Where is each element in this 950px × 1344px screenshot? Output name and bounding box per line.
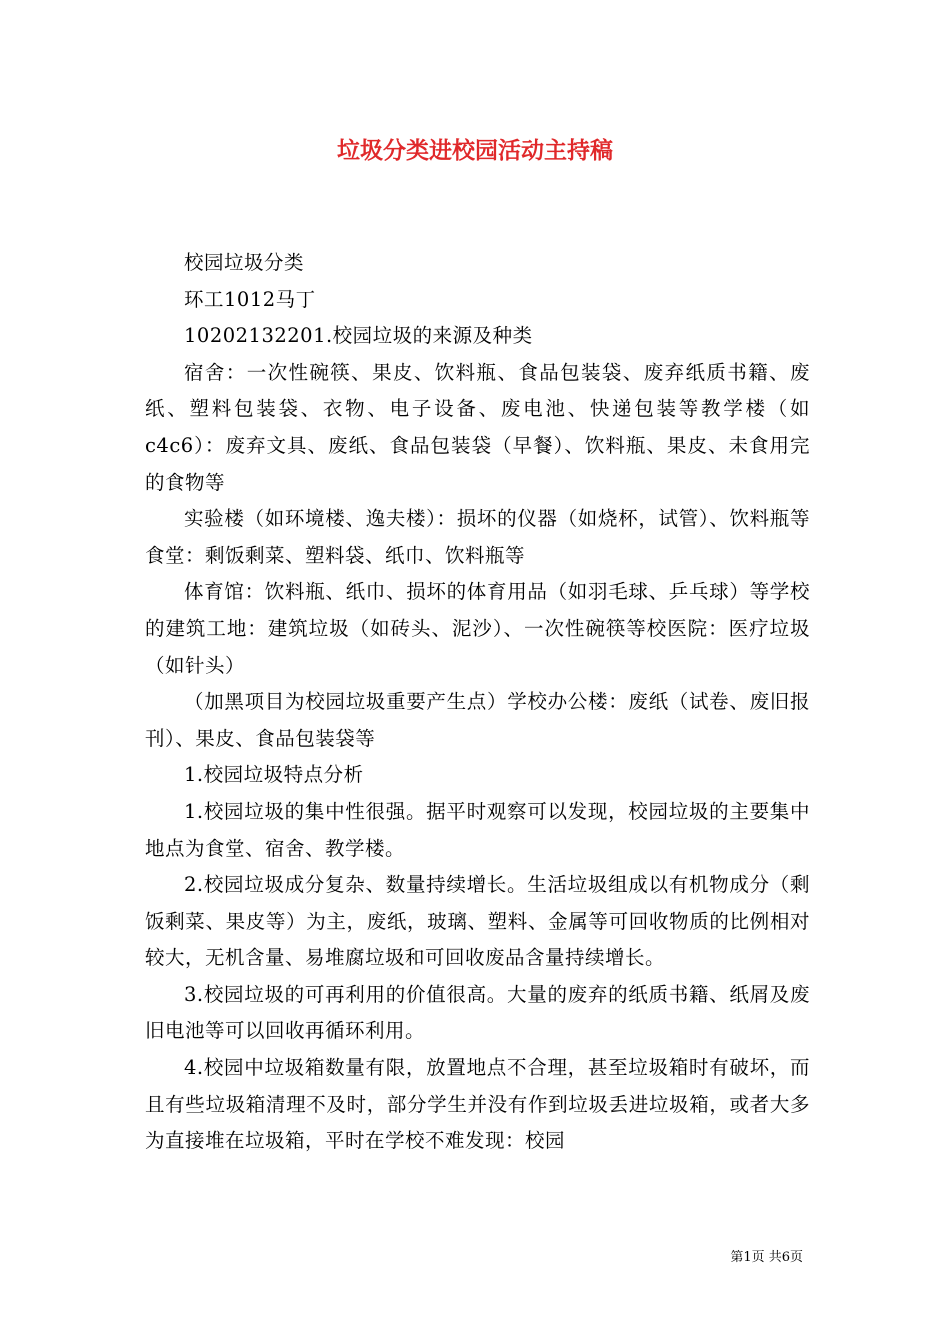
paragraph: 3.校园垃圾的可再利用的价值很高。大量的废弃的纸质书籍、纸屑及废旧电池等可以回收再循环利用。 (145, 982, 810, 1043)
paragraph: 1.校园垃圾的集中性很强。据平时观察可以发现，校园垃圾的主要集中地点为食堂、宿舍、教学楼。 (145, 799, 810, 860)
paragraph: 环工1012马丁 (184, 287, 316, 311)
paragraph: 体育馆：饮料瓶、纸巾、损坏的体育用品（如羽毛球、乒乓球）等学校的建筑工地：建筑垃圾（如砖头、泥沙）、一次性碗筷等校医院：医疗垃圾（如针头） (145, 580, 810, 677)
paragraph: 实验楼（如环境楼、逸夫楼）：损坏的仪器（如烧杯，试管）、饮料瓶等食堂：剩饭剩菜、塑料袋、纸巾、饮料瓶等 (145, 507, 810, 567)
paragraph: 4.校园中垃圾箱数量有限，放置地点不合理，甚至垃圾箱时有破坏，而且有些垃圾箱清理不及时，部分学生并没有作到垃圾丢进垃圾箱，或者大多为直接堆在垃圾箱，平时在学校不难发现：校园 (145, 1056, 810, 1153)
paragraph: 2.校园垃圾成分复杂、数量持续增长。生活垃圾组成以有机物成分（剩饭剩菜、果皮等）为主，废纸，玻璃、塑料、金属等可回收物质的比例相对较大，无机含量、易堆腐垃圾和可回收废品含量持续增长。 (145, 873, 810, 970)
paragraph: 1.校园垃圾特点分析 (184, 763, 364, 787)
paragraph: 宿舍：一次性碗筷、果皮、饮料瓶、食品包装袋、废弃纸质书籍、废纸、塑料包装袋、衣物、电子设备、废电池、快递包装等教学楼（如c4c6）：废弃文具、废纸、食品包装袋（早餐）、饮料瓶、果皮、未食用完的食物等 (145, 360, 810, 494)
paragraph: 校园垃圾分类 (184, 251, 305, 274)
document-body (145, 245, 810, 1160)
document-title: 垃圾分类进校园活动主持稿 (337, 137, 613, 164)
page-number: 第1页 共6页 (730, 1250, 803, 1265)
paragraph: 10202132201.校园垃圾的来源及种类 (184, 324, 533, 348)
paragraph: （加黑项目为校园垃圾重要产生点）学校办公楼：废纸（试卷、废旧报刊）、果皮、食品包装袋等 (145, 690, 810, 750)
